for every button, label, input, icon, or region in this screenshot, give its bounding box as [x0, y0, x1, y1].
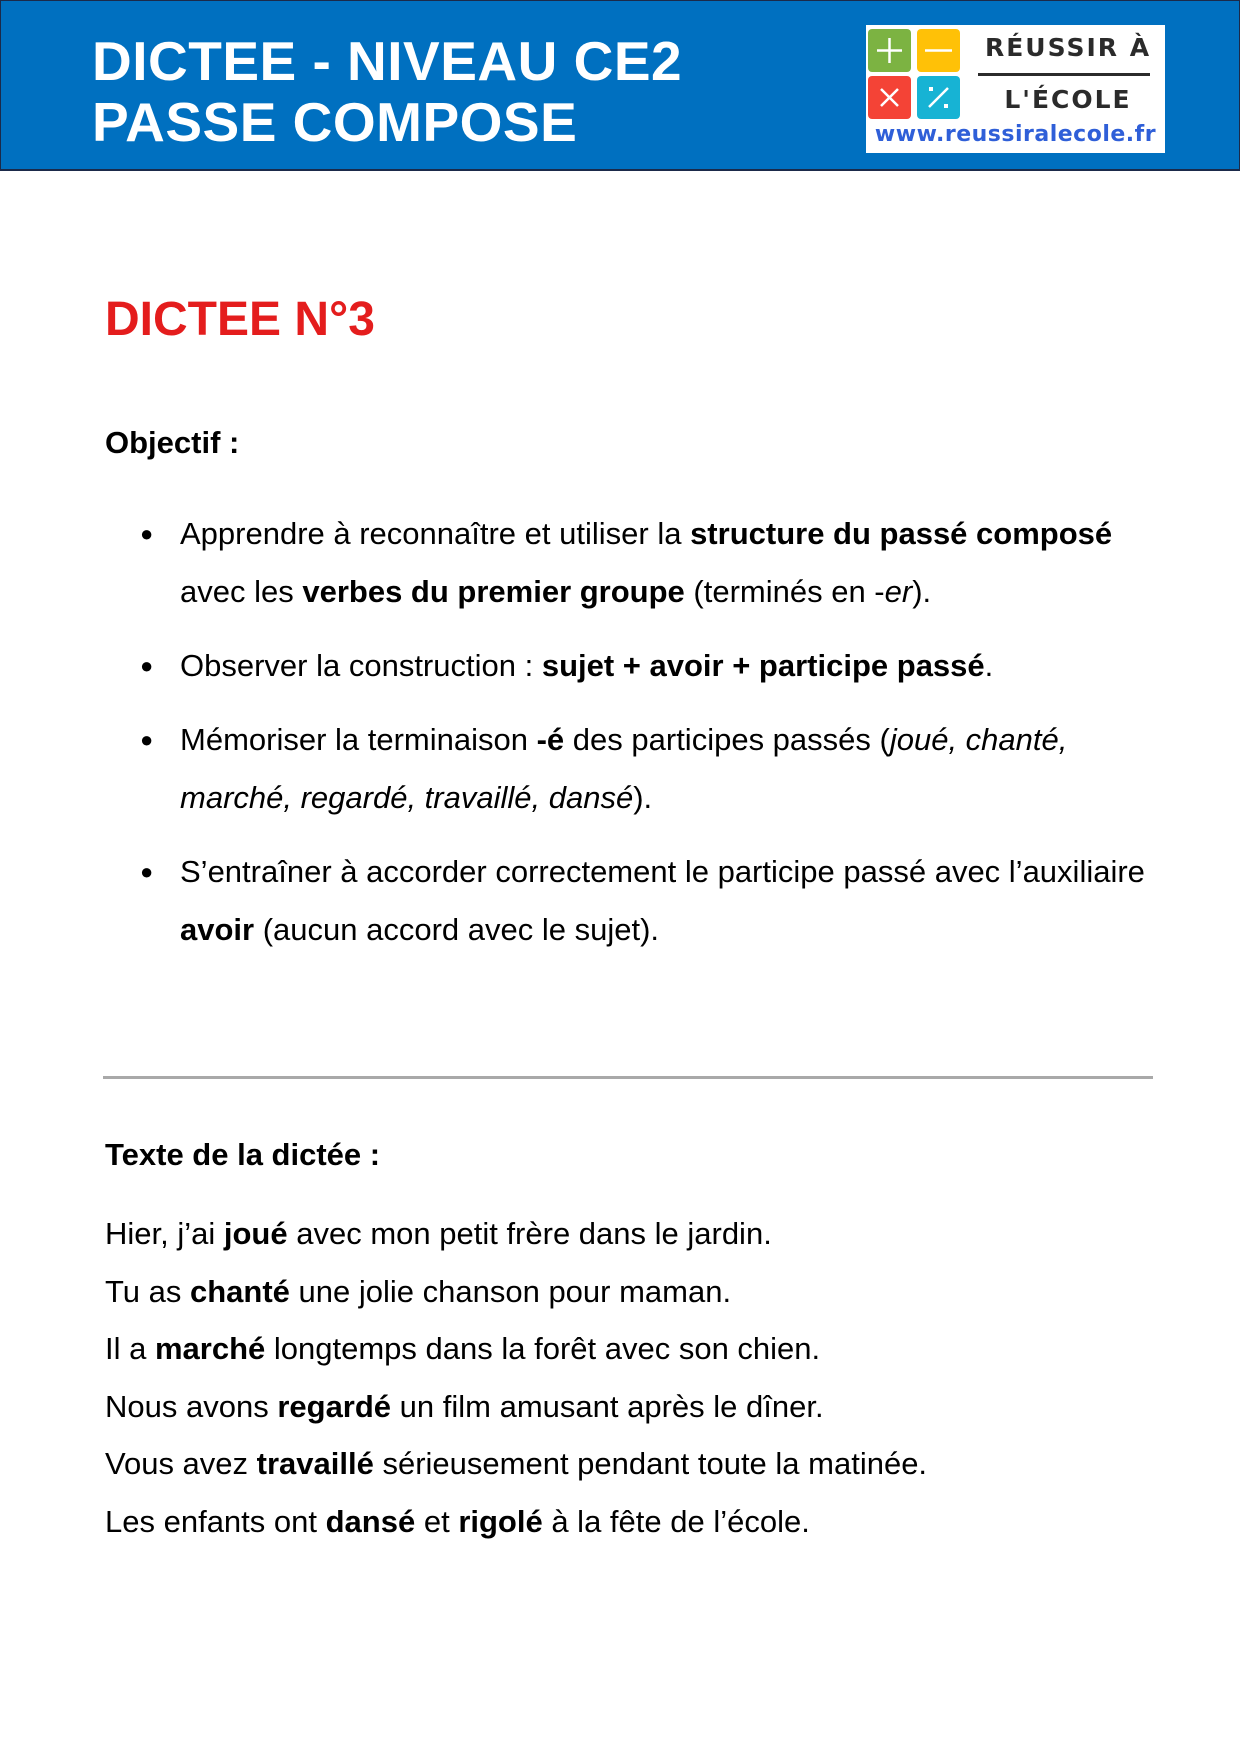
divide-icon	[917, 76, 960, 119]
dictation-line	[105, 1205, 927, 1263]
text-run: Mémoriser la terminaison	[180, 722, 537, 757]
text-run: Nous avons	[105, 1388, 278, 1424]
italic-text: er	[884, 574, 913, 609]
dictation-line	[105, 1378, 927, 1436]
bold-text: avoir	[180, 912, 255, 947]
text-run: Les enfants ont	[105, 1503, 326, 1539]
page-header	[0, 0, 1240, 171]
logo-text-top: RÉUSSIR À	[984, 33, 1152, 62]
text-run: longtemps dans la forêt avec son chien.	[265, 1331, 821, 1366]
objective-text	[180, 854, 1145, 947]
bold-text: structure du passé composé	[690, 516, 1113, 551]
text-run: S’entraîner à accorder correctement le participe passé avec l’auxiliaire	[180, 854, 1145, 889]
text-run: à la fête de l’école.	[542, 1503, 810, 1539]
objective-item	[105, 637, 1145, 695]
bullet-icon: ●	[140, 859, 154, 884]
text-run: avec les	[180, 574, 303, 609]
objective-text	[180, 516, 1112, 609]
dictation-title: DICTEE N°3	[105, 293, 375, 346]
bullet-icon: ●	[140, 521, 154, 546]
website-link[interactable]: www.reussiralecole.fr	[874, 122, 1157, 147]
text-run: sérieusement pendant toute la matinée.	[373, 1446, 928, 1481]
logo-divider	[978, 73, 1150, 76]
bold-text: travaillé	[256, 1446, 374, 1481]
bold-text: sujet + avoir + participe passé	[541, 648, 985, 683]
bold-text: joué	[223, 1216, 288, 1251]
italic-text: joué, chanté, marché, regardé, travaillé, dansé	[180, 722, 1068, 815]
objective-text	[180, 722, 1067, 815]
text-run: (terminés en -	[684, 574, 885, 609]
document-title	[92, 31, 682, 153]
site-logo[interactable]	[866, 25, 1165, 153]
text-run: avec mon petit frère dans le jardin.	[287, 1216, 772, 1251]
title-line-2: PASSE COMPOSE	[92, 91, 578, 153]
text-run: Observer la construction :	[180, 648, 542, 683]
bold-text: verbes du premier groupe	[302, 574, 685, 609]
bullet-icon: ●	[140, 727, 154, 752]
dictation-line	[105, 1435, 927, 1493]
plus-icon	[868, 29, 911, 72]
text-run: Il a	[105, 1331, 155, 1366]
minus-icon	[917, 29, 960, 72]
dictation-line	[105, 1263, 927, 1321]
dictation-line	[105, 1320, 927, 1378]
text-run: un film amusant après le dîner.	[391, 1388, 824, 1424]
section-divider	[103, 1076, 1153, 1079]
dictation-text	[105, 1205, 927, 1550]
bold-text: dansé	[325, 1503, 416, 1539]
text-run: .	[984, 648, 994, 683]
text-run: ).	[912, 574, 932, 609]
text-run: ).	[633, 780, 653, 815]
bold-text: rigolé	[458, 1503, 543, 1539]
dictation-line	[105, 1493, 927, 1551]
text-run: Vous avez	[105, 1446, 257, 1481]
objectives-heading: Objectif :	[105, 425, 240, 460]
objective-text	[180, 648, 993, 683]
title-line-1: DICTEE - NIVEAU CE2	[92, 30, 683, 92]
bullet-icon: ●	[140, 653, 154, 678]
bold-text: chanté	[190, 1273, 290, 1309]
logo-text-bottom: L'ÉCOLE	[1004, 85, 1132, 114]
objective-item	[105, 843, 1145, 959]
objective-item	[105, 505, 1145, 621]
bold-text: -é	[536, 722, 565, 757]
bold-text: marché	[154, 1331, 266, 1366]
dictation-heading: Texte de la dictée :	[105, 1137, 381, 1172]
bold-text: regardé	[277, 1388, 392, 1424]
objective-item	[105, 711, 1145, 827]
text-run: Hier, j’ai	[105, 1216, 224, 1251]
objectives-list	[105, 505, 1145, 975]
text-run: et	[415, 1503, 459, 1539]
text-run: des participes passés (	[564, 722, 890, 757]
text-run: Apprendre à reconnaître et utiliser la	[180, 516, 691, 551]
text-run: (aucun accord avec le sujet).	[254, 912, 660, 947]
multiply-icon	[868, 76, 911, 119]
text-run: une jolie chanson pour maman.	[289, 1273, 732, 1309]
text-run: Tu as	[105, 1273, 190, 1309]
